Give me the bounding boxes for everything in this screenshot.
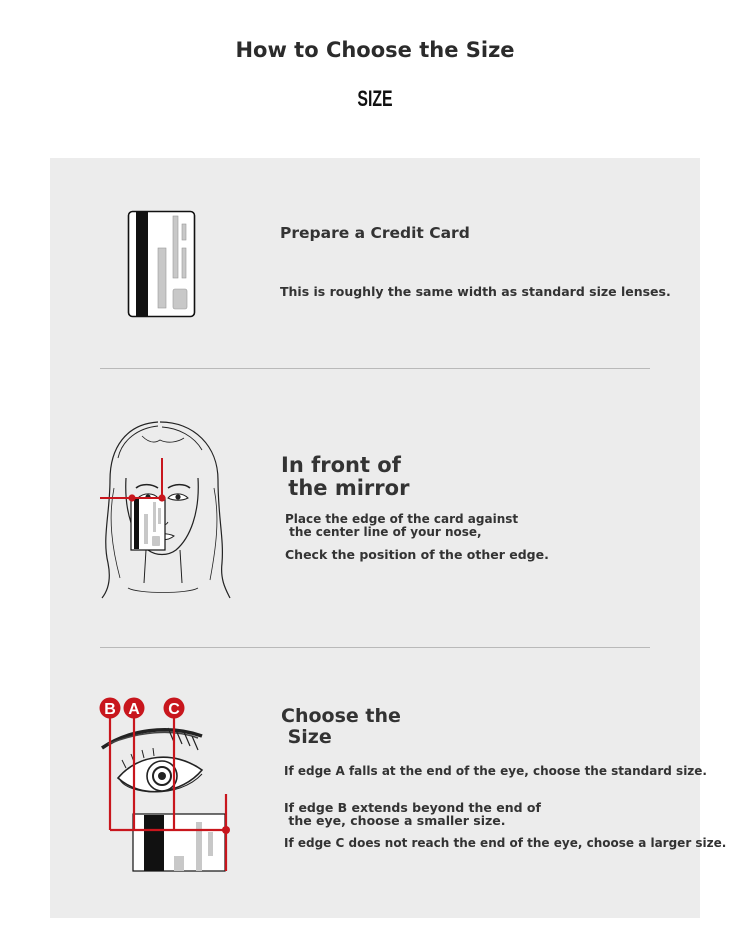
face-mirror-illustration <box>98 418 233 600</box>
step2-heading: In front of the mirror <box>281 453 410 500</box>
divider-2 <box>100 647 650 648</box>
step3-heading: Choose the Size <box>281 705 401 748</box>
page-subtitle: SIZE <box>357 86 393 111</box>
marker-c-label: C <box>168 701 180 718</box>
step1-heading: Prepare a Credit Card <box>280 224 470 242</box>
step3-text-1: If edge A falls at the end of the eye, choose the standard size. <box>284 764 707 778</box>
step3-text-2: If edge B extends beyond the end of the eye, choose a smaller size. <box>284 800 541 828</box>
marker-b-label: B <box>104 701 116 718</box>
divider-1 <box>100 368 650 369</box>
step2-text-1: Place the edge of the card against the center line of your nose, <box>285 512 519 539</box>
step3-text-3: If edge C does not reach the end of the eye, choose a larger size. <box>284 836 727 850</box>
step1-text: This is roughly the same width as standard size lenses. <box>280 284 671 299</box>
step2-text-2: Check the position of the other edge. <box>285 547 549 562</box>
credit-card-icon <box>127 210 197 320</box>
eye-sizing-illustration <box>98 696 238 871</box>
marker-a-label: A <box>128 701 140 718</box>
page-title: How to Choose the Size <box>235 38 515 62</box>
